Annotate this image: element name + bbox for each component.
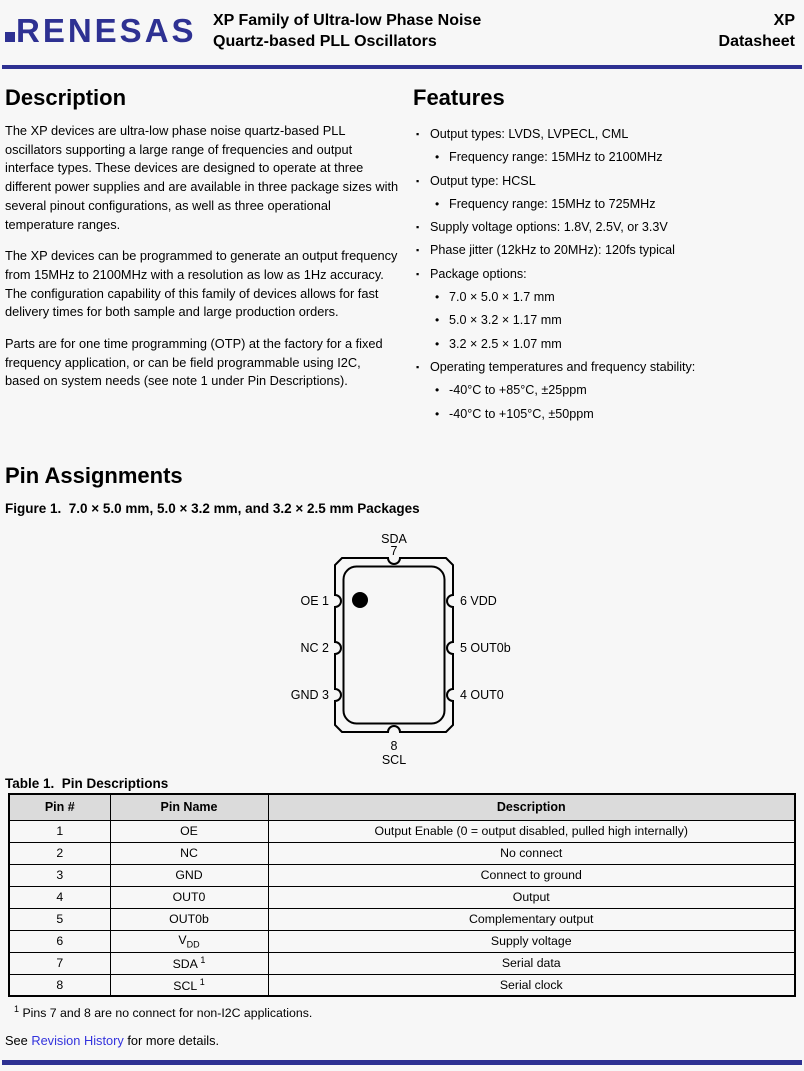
pin-description-cell: Complementary output [268, 908, 795, 930]
description-heading: Description [5, 85, 127, 110]
pin-number-cell: 4 [9, 886, 110, 908]
col-header-pin-name: Pin Name [110, 794, 268, 820]
document-type: Datasheet [718, 33, 795, 50]
footnote-marker: 1 [14, 1004, 20, 1014]
package-diagram [250, 528, 550, 774]
feature-text: Operating temperatures and frequency stability: [430, 359, 696, 374]
col-header-description: Description [268, 794, 795, 820]
square-bullet-icon: ▪ [416, 175, 420, 186]
features-list [413, 123, 801, 426]
pin-number-cell: 2 [9, 842, 110, 864]
renesas-logo [5, 12, 197, 49]
pin-description-cell: Output [268, 886, 795, 908]
description-paragraphs [5, 122, 399, 391]
document-title-line1: XP Family of Ultra-low Phase Noise [213, 12, 482, 29]
revision-history-link[interactable]: Revision History [31, 1033, 124, 1048]
feature-item [413, 286, 801, 309]
feature-text: -40°C to +85°C, ±25ppm [449, 383, 587, 398]
pin-number-cell: 7 [9, 952, 110, 974]
square-bullet-icon: ▪ [416, 268, 420, 279]
revision-line-suffix: for more details. [123, 1033, 220, 1048]
feature-text: 3.2 × 2.5 × 1.07 mm [449, 336, 562, 351]
feature-item [413, 239, 801, 262]
features-heading: Features [413, 85, 505, 110]
round-bullet-icon: • [435, 313, 440, 328]
pin-label-right-5: 5 OUT0b [460, 641, 511, 655]
package-pinout-figure [250, 528, 550, 774]
table-caption: Table 1. Pin Descriptions [5, 776, 169, 791]
feature-item [413, 263, 801, 286]
feature-text: Output type: HCSL [430, 173, 536, 188]
feature-item [413, 193, 801, 216]
table-row [9, 864, 795, 886]
pin-description-cell: Serial data [268, 952, 795, 974]
description-section [5, 86, 399, 404]
square-bullet-icon: ▪ [416, 222, 420, 233]
table-row [9, 908, 795, 930]
pin-number-cell: 5 [9, 908, 110, 930]
footnote-text: Pins 7 and 8 are no connect for non-I2C applications. [22, 1006, 313, 1021]
pin-name-cell: OE [110, 820, 268, 842]
round-bullet-icon: • [435, 406, 440, 421]
feature-item [413, 333, 801, 356]
feature-text: 5.0 × 3.2 × 1.17 mm [449, 313, 562, 328]
pin-description-cell: Supply voltage [268, 930, 795, 952]
pin-label-bottom-number: 8 [390, 739, 398, 753]
document-family: XP [773, 12, 795, 29]
pin-name-cell: $V_{DD}$ [110, 930, 268, 952]
package-outline [335, 558, 453, 732]
pin-name-cell: OUT0b [110, 908, 268, 930]
table-row [9, 974, 795, 996]
pin-label-left-2: NC 2 [300, 641, 329, 655]
round-bullet-icon: • [435, 290, 440, 305]
document-id [719, 10, 795, 52]
pin-description-cell: No connect [268, 842, 795, 864]
feature-text: Phase jitter (12kHz to 20MHz): 120fs typical [430, 243, 675, 258]
pin-number-cell: 1 [9, 820, 110, 842]
round-bullet-icon: • [435, 196, 440, 211]
feature-item [413, 403, 801, 426]
square-bullet-icon: ▪ [416, 245, 420, 256]
pin-name-cell: NC [110, 842, 268, 864]
col-header-pin-number: Pin # [9, 794, 110, 820]
pin-label-top-name: SDA [381, 532, 407, 546]
round-bullet-icon: • [435, 383, 440, 398]
figure-caption: Figure 1. 7.0 × 5.0 mm, 5.0 × 3.2 mm, and 3.2 × 2.5 mm Packages [5, 501, 420, 516]
package-inner-outline [344, 567, 445, 724]
feature-text: Frequency range: 15MHz to 2100MHz [449, 150, 663, 165]
description-paragraph: The XP devices can be programmed to generate an output frequency from 15MHz to 2100MHz with a resolution as low as 1Hz accuracy. The configuration capability of this family of devices allows for fast delivery times for both sample and large production orders. [5, 248, 398, 320]
table-row [9, 820, 795, 842]
table-row [9, 930, 795, 952]
feature-text: 7.0 × 5.0 × 1.7 mm [449, 290, 555, 305]
feature-item [413, 379, 801, 402]
pin-name-cell: SDA $^1$ [110, 952, 268, 974]
renesas-logo-square-icon [5, 32, 15, 42]
pin-descriptions-table [8, 793, 796, 997]
pin-label-left-1: OE 1 [300, 594, 329, 608]
round-bullet-icon: • [435, 336, 440, 351]
pin1-indicator-dot [352, 592, 368, 608]
pin-label-left-3: GND 3 [290, 688, 329, 702]
feature-item [413, 146, 801, 169]
table-row [9, 842, 795, 864]
feature-text: Package options: [430, 266, 527, 281]
table-row [9, 952, 795, 974]
pin-label-bottom-name: SCL [381, 753, 407, 767]
feature-text: Supply voltage options: 1.8V, 2.5V, or 3.3V [430, 220, 668, 235]
pin-name-cell: OUT0 [110, 886, 268, 908]
feature-text: Output types: LVDS, LVPECL, CML [430, 127, 629, 141]
pin-assignments-heading: Pin Assignments [5, 463, 183, 488]
pin-label-right-6: 6 VDD [460, 594, 497, 608]
description-paragraph: The XP devices are ultra-low phase noise quartz-based PLL oscillators supporting a large range of frequencies and output interface types. These devices are designed to operate at three different power supplies and are available in three package sizes with several pinout configurations, as well as three operational temperature ranges. [5, 123, 399, 232]
document-title [213, 10, 481, 52]
pin-number-cell: 3 [9, 864, 110, 886]
square-bullet-icon: ▪ [416, 361, 420, 372]
revision-history-line [5, 1033, 219, 1048]
square-bullet-icon: ▪ [416, 129, 420, 139]
features-section [413, 86, 801, 426]
round-bullet-icon: • [435, 150, 440, 165]
feature-item [413, 309, 801, 332]
feature-text: -40°C to +105°C, ±50ppm [449, 406, 594, 421]
pin-number-cell: 6 [9, 930, 110, 952]
feature-text: Frequency range: 15MHz to 725MHz [449, 196, 656, 211]
pin-name-cell: SCL $^1$ [110, 974, 268, 996]
pin-name-cell: GND [110, 864, 268, 886]
header-rule [2, 65, 802, 69]
footer-rule [2, 1060, 802, 1065]
feature-item [413, 356, 801, 379]
feature-item [413, 123, 801, 146]
feature-item [413, 216, 801, 239]
document-title-line2: Quartz-based PLL Oscillators [213, 33, 437, 50]
feature-item [413, 170, 801, 193]
renesas-logo-text: RENESAS [16, 12, 197, 49]
table-row [9, 886, 795, 908]
table-footnote [14, 1004, 312, 1020]
pin-description-cell: Output Enable (0 = output disabled, pulled high internally) [268, 820, 795, 842]
pin-number-cell: 8 [9, 974, 110, 996]
pin-label-top-number: 7 [390, 544, 398, 558]
pin-description-cell: Connect to ground [268, 864, 795, 886]
pin-description-cell: Serial clock [268, 974, 795, 996]
pin-label-right-4: 4 OUT0 [460, 688, 504, 702]
revision-line-prefix: See [5, 1033, 32, 1048]
description-paragraph: Parts are for one time programming (OTP) at the factory for a fixed frequency application, or can be field programmable using I2C, based on system needs (see note 1 under Pin Descriptions). [5, 336, 383, 389]
table-header-row [9, 794, 795, 820]
